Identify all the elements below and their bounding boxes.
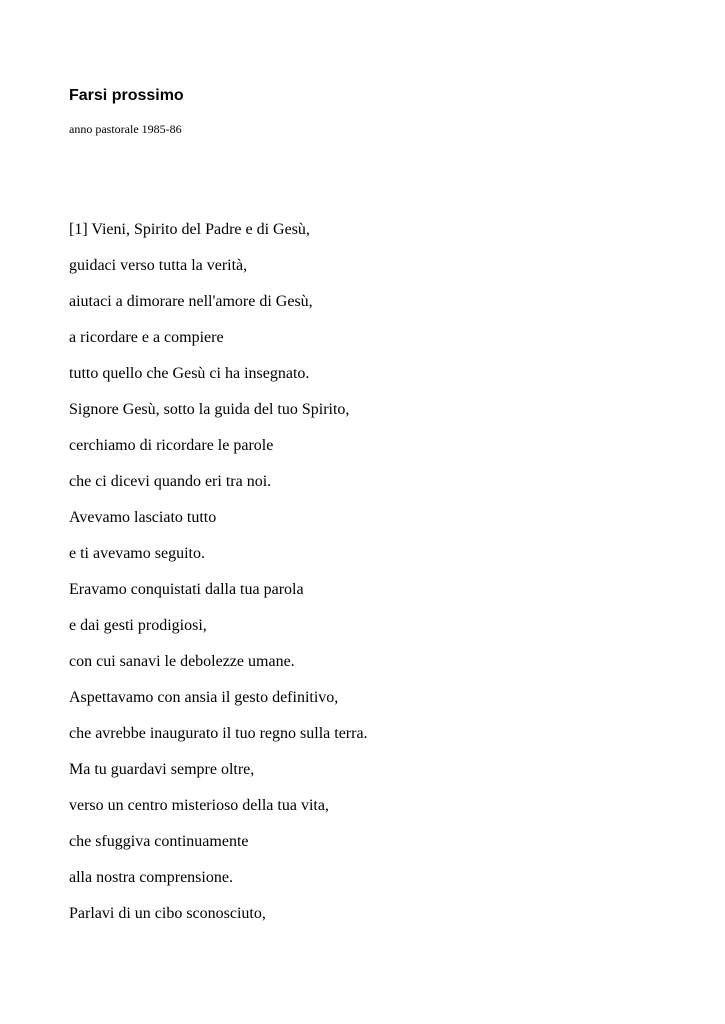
document-title: Farsi prossimo bbox=[69, 87, 184, 104]
verse-line: a ricordare e a compiere bbox=[69, 329, 224, 346]
verse-line: Parlavi di un cibo sconosciuto, bbox=[69, 905, 266, 922]
verse-line: [1] Vieni, Spirito del Padre e di Gesù, bbox=[69, 221, 310, 238]
verse-line: Signore Gesù, sotto la guida del tuo Spirito, bbox=[69, 401, 350, 418]
verse-line: Aspettavamo con ansia il gesto definitivo, bbox=[69, 689, 339, 706]
verse-line: cerchiamo di ricordare le parole bbox=[69, 437, 274, 454]
verse-line: guidaci verso tutta la verità, bbox=[69, 257, 248, 274]
verse-line: Ma tu guardavi sempre oltre, bbox=[69, 761, 255, 778]
verse-list bbox=[69, 218, 368, 938]
document-subtitle: anno pastorale 1985-86 bbox=[69, 122, 182, 136]
verse-line: con cui sanavi le debolezze umane. bbox=[69, 653, 295, 670]
verse-line: e ti avevamo seguito. bbox=[69, 545, 205, 562]
verse-line: che sfuggiva continuamente bbox=[69, 833, 249, 850]
verse-line: che avrebbe inaugurato il tuo regno sulla terra. bbox=[69, 725, 368, 742]
verse-line: che ci dicevi quando eri tra noi. bbox=[69, 473, 272, 490]
verse-line: e dai gesti prodigiosi, bbox=[69, 617, 207, 634]
verse-line: tutto quello che Gesù ci ha insegnato. bbox=[69, 365, 310, 382]
verse-line: alla nostra comprensione. bbox=[69, 869, 233, 886]
verse-line: Avevamo lasciato tutto bbox=[69, 509, 217, 526]
verse-line: verso un centro misterioso della tua vita, bbox=[69, 797, 329, 814]
verse-line: aiutaci a dimorare nell'amore di Gesù, bbox=[69, 293, 313, 310]
verse-line: Eravamo conquistati dalla tua parola bbox=[69, 581, 304, 598]
